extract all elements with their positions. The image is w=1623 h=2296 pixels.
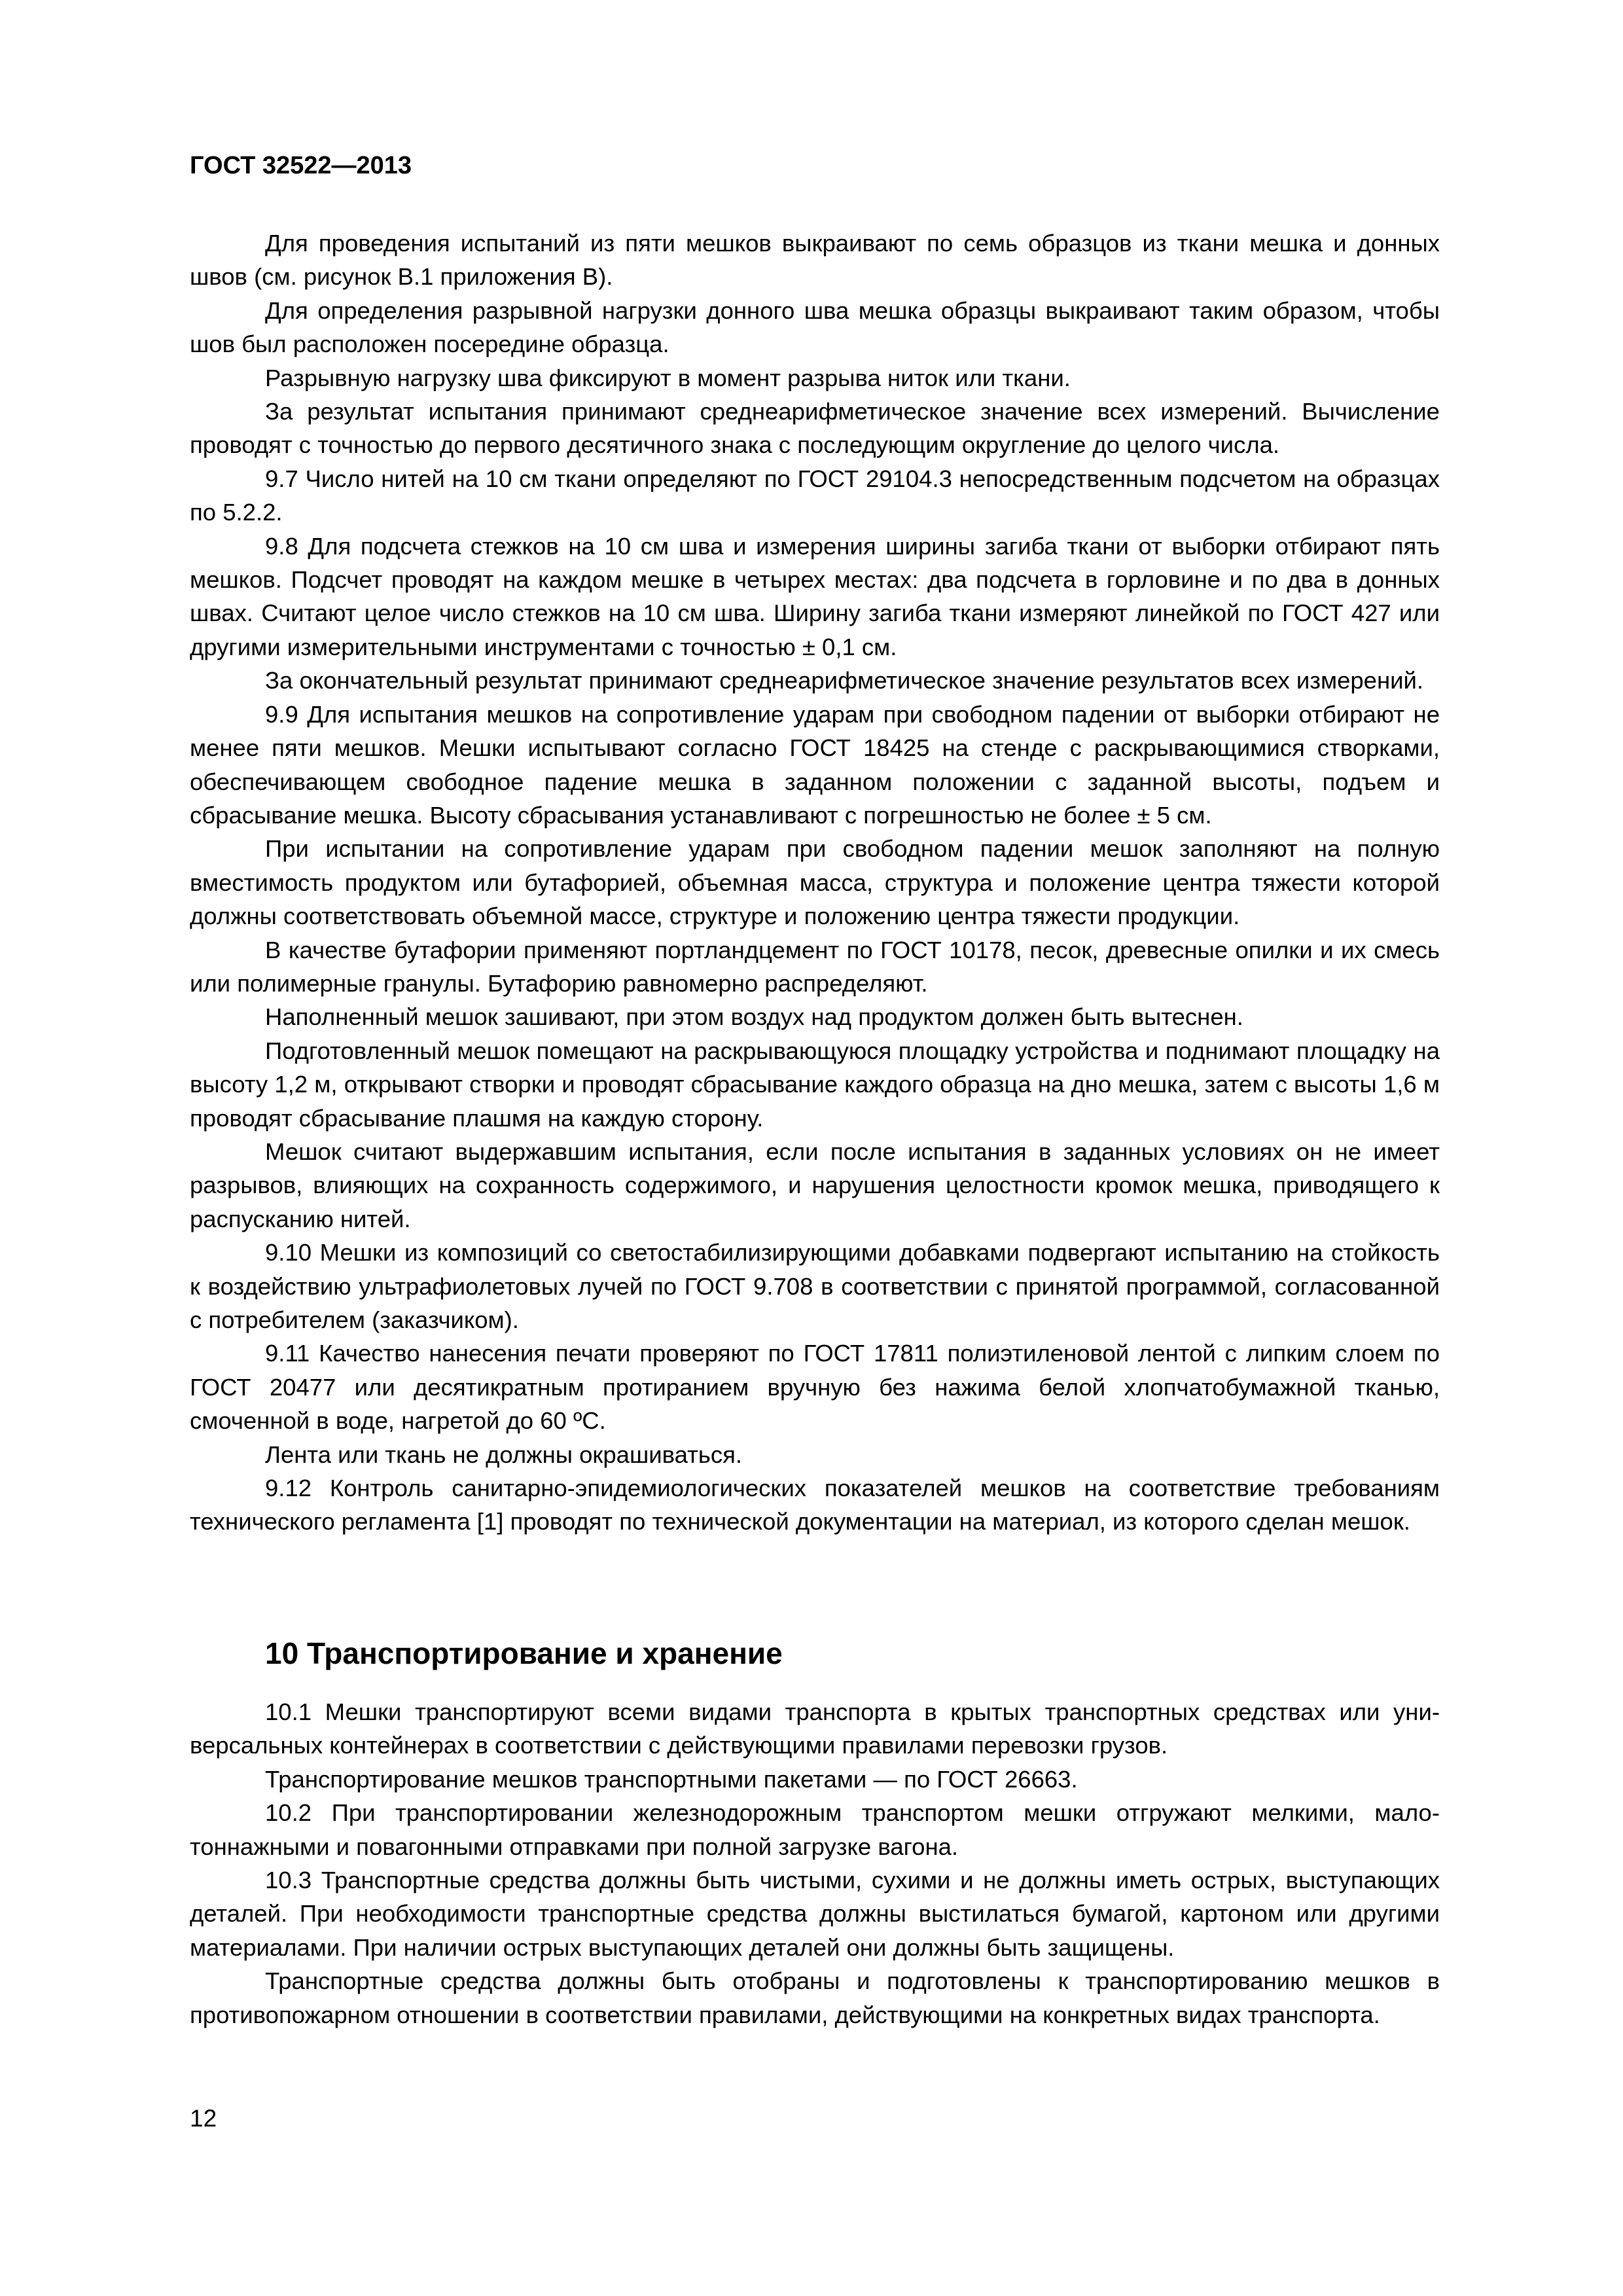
paragraph-10-2: 10.2 При транспортировании железнодорожным транспортом мешки отгружают мелкими, малотоннажными и повагонными отправками при полной загрузке вагона.: [190, 1799, 1440, 1860]
paragraph: Транспортирование мешков транспортными пакетами — по ГОСТ 26663.: [265, 1765, 1078, 1793]
paragraph: За окончательный результат принимают среднеарифметическое значение результатов всех измерений.: [265, 667, 1424, 694]
paragraph-10-3: 10.3 Транспортные средства должны быть чистыми, сухими и не должны иметь острых, выступающих деталей. При необходимости транспортные средства должны выстилаться бумагой, картоном или другими материалами. При наличии острых выступающих деталей они должны быть защищены.: [190, 1867, 1440, 1961]
paragraph-9-10: 9.10 Мешки из композиций со светостабилизирующими добавками подвергают испытанию на стойкость к воздействию ультрафиолетовых лучей по ГОСТ 9.708 в соответствии с принятой программой, согласованной с потребителем (заказчиком).: [190, 1239, 1440, 1333]
paragraph: Подготовленный мешок помещают на раскрывающуюся площадку устройства и поднимают площадку на высоту 1,2 м, открывают створки и проводят сбрасывание каждого образца на дно мешка, затем с высоты 1,6 м проводят сбрасывание плашмя на каждую сторону.: [190, 1037, 1440, 1132]
paragraph: Транспортные средства должны быть отобраны и подготовлены к транспортированию мешков в противопожарном отношении в соответствии правилами, действующими на конкретных видах транспорта.: [190, 1967, 1440, 2028]
paragraph-9-12: 9.12 Контроль санитарно-эпидемиологических показателей мешков на соответствие требованиям технического регламента [1] проводят по технической документации на материал, из которого сделан мешок.: [190, 1475, 1440, 1535]
paragraph: Наполненный мешок зашивают, при этом воздух над продуктом должен быть вытеснен.: [265, 1003, 1243, 1031]
paragraph-9-9: 9.9 Для испытания мешков на сопротивление ударам при свободном падении от выборки отбирают не менее пяти мешков. Мешки испытывают согласно ГОСТ 18425 на стенде с раскрывающимися створками, обеспечивающем свободное падение мешка в заданном положении с заданной высоты, подъем и сбрасывание мешка. Высоту сбрасывания устанавливают с погрешностью не более ± 5 см.: [190, 700, 1440, 829]
paragraph-9-8: 9.8 Для подсчета стежков на 10 см шва и измерения ширины загиба ткани от выборки отбирают пять мешков. Подсчет проводят на каждом мешке в четырех местах: два подсчета в горловине и по два в донных швах. Считают целое число стежков на 10 см шва. Ширину загиба ткани измеряют линейкой по ГОСТ 427 или другими измерительными инструментами с точностью ± 0,1 см.: [190, 532, 1440, 660]
paragraph: Мешок считают выдержавшим испытания, если после испытания в заданных условиях он не имеет разрывов, влияющих на сохранность содержимого, и нарушения целостности кромок мешка, приводящего к распусканию нитей.: [190, 1138, 1440, 1232]
paragraph: Разрывную нагрузку шва фиксируют в момент разрыва ниток или ткани.: [265, 364, 1071, 391]
paragraph-10-1: 10.1 Мешки транспортируют всеми видами транспорта в крытых транспортных средствах или универсальных контейнерах в соответствии с действующими правилами перевозки грузов.: [190, 1698, 1440, 1759]
paragraph: За результат испытания принимают среднеарифметическое значение всех измерений. Вычисление проводят с точностью до первого десятичного знака с последующим округление до целого числа.: [190, 398, 1440, 459]
section-10-heading: 10 Транспортирование и хранение: [265, 1636, 783, 1670]
paragraph: Лента или ткань не должны окрашиваться.: [265, 1441, 743, 1468]
page-number: 12: [190, 2105, 217, 2132]
section-9-continued-text: [190, 226, 1440, 1539]
paragraph: Для определения разрывной нагрузки донного шва мешка образцы выкраивают таким образом, чтобы шов был расположен посередине образца.: [190, 296, 1440, 358]
paragraph: В качестве бутафории применяют портландцемент по ГОСТ 10178, песок, древесные опилки и их смесь или полимерные гранулы. Бутафорию равномерно распределяют.: [190, 936, 1440, 997]
section-10-text: [190, 1695, 1440, 2032]
paragraph: При испытании на сопротивление ударам при свободном падении мешок заполняют на полную вместимость продуктом или бутафорией, объемная масса, структура и положение центра тяжести которой должны соответствовать объемной массе, структуре и положению центра тяжести продукции.: [190, 835, 1440, 930]
paragraph-9-7: 9.7 Число нитей на 10 см ткани определяют по ГОСТ 29104.3 непосредственным подсчетом на образцах по 5.2.2.: [190, 465, 1440, 526]
paragraph-9-11: 9.11 Качество нанесения печати проверяют по ГОСТ 17811 полиэтиленовой лентой с липким слоем по ГОСТ 20477 или десятикратным протиранием вручную без нажима белой хлопчатобумажной тканью, смоченной в воде, нагретой до 60 ºС.: [190, 1340, 1440, 1435]
paragraph: Для проведения испытаний из пяти мешков выкраивают по семь образцов из ткани мешка и донных швов (см. рисунок В.1 приложения В).: [190, 230, 1440, 291]
document-code-header: ГОСТ 32522—2013: [190, 152, 412, 179]
